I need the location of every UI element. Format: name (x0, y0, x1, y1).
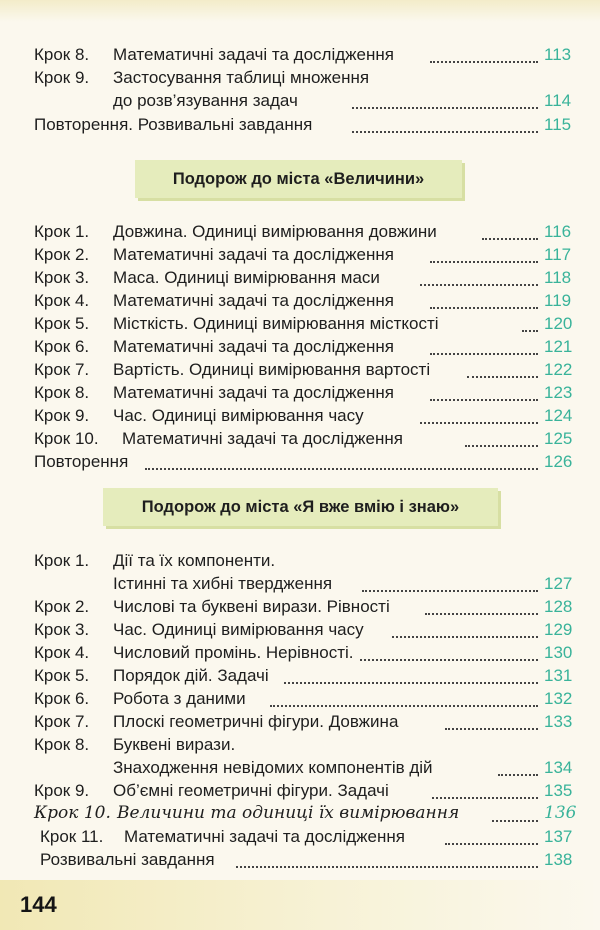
page-ref: 136 (544, 803, 577, 823)
entry-title: Математичні задачі та дослідження (124, 827, 405, 846)
entry-title: Математичні задачі та дослідження (122, 429, 403, 448)
toc-entry[interactable] (0, 450, 600, 473)
leader-dots (430, 330, 538, 355)
page-ref: 117 (544, 245, 572, 264)
top-decorative-strip (0, 0, 600, 22)
leader-dots (498, 751, 538, 776)
leader-dots (430, 238, 538, 263)
page-ref: 120 (544, 314, 573, 333)
leader-dots (430, 376, 538, 401)
step-label: Крок 1. (34, 551, 90, 570)
leader-dots (392, 613, 538, 638)
toc-entry[interactable] (0, 710, 600, 733)
leader-dots (465, 422, 538, 447)
toc-entry[interactable] (0, 43, 600, 66)
page-ref: 113 (544, 45, 572, 64)
entry-title: Математичні задачі та дослідження (113, 45, 394, 64)
leader-dots (492, 797, 538, 822)
entry-title: Час. Одиниці вимірювання часу (113, 406, 364, 425)
entry-title: Числовий промінь. Нерівності. (113, 643, 354, 662)
leader-dots (420, 261, 538, 286)
page-ref: 137 (544, 827, 573, 846)
step-label: Крок 6. (34, 689, 90, 708)
leader-dots (522, 307, 538, 332)
page-ref: 125 (544, 429, 573, 448)
page-ref: 132 (544, 689, 573, 708)
leader-dots (445, 820, 538, 845)
page-ref: 115 (544, 115, 572, 134)
page-ref: 119 (544, 291, 572, 310)
page-ref: 138 (544, 850, 573, 869)
page-ref: 128 (544, 597, 573, 616)
leader-dots (482, 215, 538, 240)
entry-title: Дії та їх компоненти. (113, 551, 276, 570)
step-label: Крок 8. (34, 383, 90, 402)
step-label: Крок 5. (34, 666, 90, 685)
page-ref: 135 (544, 781, 573, 800)
step-label: Крок 2. (34, 597, 90, 616)
step-label: Крок 1. (34, 222, 90, 241)
step-label: Крок 4. (34, 291, 90, 310)
section-banner-quantities: Подорож до міста «Величини» (135, 160, 462, 198)
page-ref: 130 (544, 643, 573, 662)
leader-dots (445, 705, 538, 730)
page-ref: 123 (544, 383, 573, 402)
entry-title: Об’ємні геометричні фігури. Задачі (113, 781, 389, 800)
leader-dots (352, 84, 538, 109)
entry-title: Математичні задачі та дослідження (113, 383, 394, 402)
entry-title: Математичні задачі та дослідження (113, 337, 394, 356)
section-banner-i-know: Подорож до міста «Я вже вмію і знаю» (103, 488, 498, 526)
entry-title: Час. Одиниці вимірювання часу (113, 620, 364, 639)
page-ref: 129 (544, 620, 573, 639)
entry-title: Вартість. Одиниці вимірювання вартості (113, 360, 431, 379)
page-footer (0, 880, 600, 930)
leader-dots (270, 682, 538, 707)
entry-title: Маса. Одиниці вимірювання маси (113, 268, 380, 287)
page-number: 144 (20, 892, 57, 917)
entry-title: Буквені вирази. (113, 735, 236, 754)
entry-title: Порядок дій. Задачі (113, 666, 269, 685)
entry-title: Застосування таблиці множення (113, 68, 370, 87)
page-ref: 116 (544, 222, 572, 241)
step-label: Крок 11. (40, 827, 104, 846)
entry-title: Повторення (34, 452, 129, 471)
page-ref: 131 (544, 666, 573, 685)
step-label: Крок 7. (34, 360, 90, 379)
page-ref: 124 (544, 406, 573, 425)
step-label: Крок 10. (34, 429, 99, 448)
page-ref: 122 (544, 360, 573, 379)
leader-dots (420, 399, 538, 424)
step-label: Крок 3. (34, 268, 90, 287)
step-label: Крок 3. (34, 620, 90, 639)
step-label: Крок 7. (34, 712, 90, 731)
step-label: Крок 2. (34, 245, 90, 264)
toc-entry[interactable] (0, 113, 600, 136)
entry-title: Величини та одиниці їх вимірювання (117, 803, 460, 823)
step-label: Крок 9. (34, 781, 90, 800)
leader-dots (362, 567, 538, 592)
entry-title: Числові та буквені вирази. Рівності (113, 597, 390, 616)
entry-title: Математичні задачі та дослідження (113, 245, 394, 264)
page-ref: 121 (544, 337, 573, 356)
step-label: Крок 10. (34, 803, 111, 823)
leader-dots (284, 659, 538, 684)
leader-dots (236, 843, 538, 868)
toc-entry[interactable] (0, 848, 600, 871)
step-label: Крок 8. (34, 735, 90, 754)
page-ref: 126 (544, 452, 573, 471)
toc-entry[interactable] (0, 289, 600, 312)
entry-title: до розв’язування задач (113, 91, 298, 110)
step-label: Крок 6. (34, 337, 90, 356)
page-ref: 133 (544, 712, 573, 731)
step-label: Крок 5. (34, 314, 90, 333)
leader-dots (430, 38, 538, 63)
entry-title: Істинні та хибні твердження (113, 574, 333, 593)
leader-dots (432, 774, 538, 799)
leader-dots (360, 636, 538, 661)
entry-title: Місткість. Одиниці вимірювання місткості (113, 314, 439, 333)
leader-dots (352, 108, 538, 133)
step-label: Крок 4. (34, 643, 90, 662)
entry-title: Довжина. Одиниці вимірювання довжини (113, 222, 437, 241)
entry-title: Розвивальні завдання (40, 850, 215, 869)
entry-title: Робота з даними (113, 689, 246, 708)
entry-title: Математичні задачі та дослідження (113, 291, 394, 310)
entry-title: Плоскі геометричні фігури. Довжина (113, 712, 399, 731)
leader-dots (145, 445, 538, 470)
entry-title: Знаходження невідомих компонентів дій (113, 758, 433, 777)
leader-dots (425, 590, 538, 615)
page-ref: 127 (544, 574, 573, 593)
step-label: Крок 9. (34, 68, 90, 87)
leader-dots (430, 284, 538, 309)
page-ref: 118 (544, 268, 572, 287)
page-ref: 134 (544, 758, 573, 777)
step-label: Крок 9. (34, 406, 90, 425)
page-ref: 114 (544, 91, 572, 110)
entry-title: Повторення. Розвивальні завдання (34, 115, 313, 134)
leader-dots (467, 353, 538, 378)
step-label: Крок 8. (34, 45, 90, 64)
